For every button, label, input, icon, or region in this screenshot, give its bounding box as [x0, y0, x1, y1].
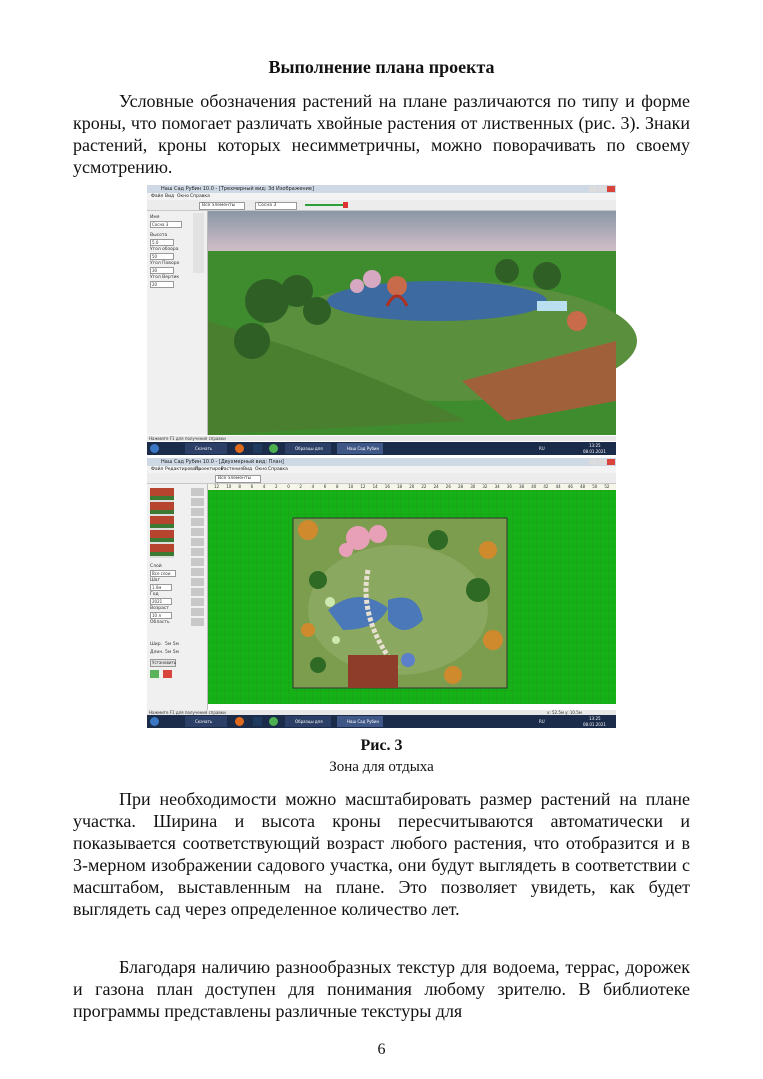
- taskbar-item-samples[interactable]: Образцы для: [285, 443, 331, 454]
- label-age: Возраст: [150, 606, 169, 611]
- menu-edit[interactable]: Редактировать: [165, 467, 201, 472]
- minimize-icon[interactable]: [589, 186, 597, 192]
- label-name: Имя: [150, 215, 160, 220]
- depth-value: 5м 5м: [165, 650, 179, 655]
- figure-caption-text: Зона для отдыха: [329, 759, 434, 775]
- maximize-icon[interactable]: [598, 459, 606, 465]
- ruler-tick-label: 32: [482, 484, 488, 489]
- tilt-field[interactable]: 20: [150, 281, 174, 288]
- ruler-tick-label: 36: [506, 484, 512, 489]
- page-number: 6: [377, 1041, 386, 1058]
- ruler-tick-label: 52: [604, 484, 610, 489]
- tray-language[interactable]: RU: [539, 446, 545, 451]
- menu-bar: [147, 193, 616, 200]
- chrome-icon[interactable]: [269, 717, 278, 726]
- label-angle: Угол обзора: [150, 247, 179, 252]
- section-heading: Выполнение плана проекта: [268, 57, 495, 77]
- ruler-tick-label: 10: [226, 484, 232, 489]
- ruler-tick-label: 48: [580, 484, 586, 489]
- menu-view[interactable]: Вид: [165, 194, 175, 199]
- firefox-icon[interactable]: [235, 717, 244, 726]
- menu-design[interactable]: Проектиров: [195, 467, 224, 472]
- label-width: Шир.: [150, 642, 163, 647]
- garden-3d-render: [207, 211, 616, 435]
- menu-window[interactable]: Окно: [255, 467, 267, 472]
- ruler-tick-label: 18: [397, 484, 403, 489]
- ruler-tick-label: 6: [250, 484, 254, 489]
- ruler-tick-label: 4: [311, 484, 315, 489]
- maximize-icon[interactable]: [598, 186, 606, 192]
- age-slider[interactable]: [305, 204, 345, 206]
- year-field[interactable]: 2021: [150, 598, 172, 605]
- properties-panel: [147, 211, 208, 435]
- close-icon[interactable]: [607, 459, 615, 465]
- status-bar: Нажмите F1 для получения справки x: 52.5м y: 10.5м: [147, 710, 616, 715]
- screenshot-2d-plan: [147, 458, 616, 735]
- toolbar: [147, 200, 616, 211]
- window-titlebar: [147, 185, 616, 193]
- firefox-icon[interactable]: [235, 444, 244, 453]
- ruler-tick-label: 2: [299, 484, 302, 489]
- toolbar: [147, 473, 616, 484]
- paragraph-2: При необходимости можно масштабировать размер растений на плане участка. Ширина и высота кроны пересчитываются автоматически и показывается соответствующий возраст любого растения, что отобразится и в 3-мерном изображении садового участка, они будут выглядеть в соответствии с масштабом, выставленным на плане. Это позволяет увидеть, как будет выглядеть сад через определенное количество лет.: [73, 789, 690, 919]
- menu-plants[interactable]: Растения: [221, 467, 243, 472]
- window-title: Наш Сад Рубин 10.0 - [Двухмерный вид: План]: [161, 459, 284, 465]
- tray-time: 13:25: [589, 716, 601, 721]
- age-field[interactable]: 10 л: [150, 612, 172, 619]
- ruler-tick-label: 30: [470, 484, 476, 489]
- window-titlebar: [147, 458, 616, 466]
- minimize-icon[interactable]: [589, 459, 597, 465]
- ruler-tick-label: 42: [543, 484, 549, 489]
- ruler-tick-label: 10: [348, 484, 354, 489]
- ruler-tick-label: 8: [336, 484, 339, 489]
- taskbar-item-downloads[interactable]: Скачать: [185, 716, 227, 727]
- label-year: Год: [150, 592, 159, 597]
- tray-language[interactable]: RU: [539, 719, 545, 724]
- tray-date: 08.01.2021: [583, 449, 606, 454]
- cursor-coordinates: x: 52.5м y: 10.5м: [547, 710, 582, 715]
- menu-file[interactable]: Файл: [151, 194, 164, 199]
- ruler-tick-label: 16: [384, 484, 390, 489]
- garden-plan: [208, 490, 616, 704]
- name-field[interactable]: Сосна 3: [150, 221, 182, 228]
- ruler-tick-label: 24: [433, 484, 439, 489]
- side-tool-strip: [193, 213, 204, 273]
- tray-time: 13:25: [589, 443, 601, 448]
- menu-bar: [147, 466, 616, 473]
- label-height: Высота: [150, 233, 168, 238]
- ruler-tick-label: 4: [262, 484, 266, 489]
- drawing-tools-strip[interactable]: [191, 488, 204, 628]
- ruler-tick-label: 28: [458, 484, 464, 489]
- menu-file[interactable]: Файл: [151, 467, 164, 472]
- menu-view[interactable]: Вид: [243, 467, 253, 472]
- tray-date: 08.01.2021: [583, 722, 606, 727]
- label-area: Область: [150, 620, 170, 625]
- plant-select-dropdown[interactable]: Сосна 3: [255, 202, 297, 210]
- ruler-tick-label: 34: [494, 484, 500, 489]
- ruler-tick-label: 46: [567, 484, 573, 489]
- set-button[interactable]: Установить: [152, 660, 177, 665]
- taskbar: [147, 715, 616, 735]
- window-title: Наш Сад Рубин 10.0 - [Трехмерный вид: 3d Изображение]: [161, 186, 314, 192]
- paragraph-3: Благодаря наличию разнообразных текстур для водоема, террас, дорожек и газона план доступен для понимания любому зрителю. В библиотеке программы представлены различные текстуры для: [73, 957, 690, 1021]
- turn-field[interactable]: 30: [150, 267, 174, 274]
- ruler-tick-label: 44: [555, 484, 561, 489]
- taskbar-item-downloads[interactable]: Скачать: [185, 443, 227, 454]
- taskbar-item-nash-sad[interactable]: Наш Сад Рубин: [337, 443, 383, 454]
- width-value: 5м 5м: [165, 642, 179, 647]
- label-turn: Угол Поворо: [150, 261, 180, 266]
- ruler-tick-label: 40: [531, 484, 537, 489]
- paragraph-1: Условные обозначения растений на плане различаются по типу и форме кроны, что помогает различать хвойные растения от лиственных (рис. 3). Знаки растений, кроны которых несимметричны, можно поворачивать по своему усмотрению.: [73, 91, 690, 177]
- figure-caption-title: Рис. 3: [360, 737, 403, 754]
- ruler-tick-label: 50: [592, 484, 598, 489]
- ruler-tick-label: 0: [287, 484, 290, 489]
- ruler-tick-label: 12: [214, 484, 220, 489]
- ruler-tick-label: 8: [238, 484, 241, 489]
- tools-panel: [147, 484, 208, 714]
- menu-window[interactable]: Окно: [177, 194, 189, 199]
- ruler-tick-label: 2: [275, 484, 278, 489]
- ruler-tick-label: 38: [519, 484, 525, 489]
- label-layer: Слой: [150, 564, 162, 569]
- status-bar: Нажмите F1 для получения справки: [147, 436, 616, 441]
- ruler-tick-label: 26: [445, 484, 451, 489]
- slider-handle[interactable]: [343, 202, 348, 208]
- delete-icon[interactable]: [163, 670, 172, 678]
- label-step: Шаг: [150, 578, 160, 583]
- element-filter-dropdown[interactable]: Все элементы: [215, 475, 261, 483]
- menu-help[interactable]: Справка: [190, 194, 210, 199]
- angle-field[interactable]: 50: [150, 253, 174, 260]
- chrome-icon[interactable]: [269, 444, 278, 453]
- height-field[interactable]: 5.0: [150, 239, 174, 246]
- ruler-tick-label: 12: [360, 484, 366, 489]
- taskbar-item-samples[interactable]: Образцы для РМ...: [285, 716, 331, 727]
- element-filter-dropdown[interactable]: Все элементы: [199, 202, 245, 210]
- ruler-tick-label: 14: [372, 484, 378, 489]
- label-tilt: Угол Вертик: [150, 275, 180, 280]
- screenshot-3d-view: [147, 185, 616, 455]
- step-field[interactable]: 1.0м: [150, 584, 172, 591]
- start-icon[interactable]: [150, 717, 159, 726]
- layer-select[interactable]: Все слои: [150, 570, 176, 577]
- ruler-tick-label: 20: [409, 484, 415, 489]
- taskbar-item-nash-sad[interactable]: Наш Сад Рубин 10...: [337, 716, 383, 727]
- taskbar: [147, 442, 616, 455]
- photoshop-icon[interactable]: [253, 717, 262, 726]
- menu-help[interactable]: Справка: [268, 467, 288, 472]
- apply-icon[interactable]: [150, 670, 159, 678]
- photoshop-icon[interactable]: [253, 444, 262, 453]
- ruler-tick-label: 6: [323, 484, 327, 489]
- close-icon[interactable]: [607, 186, 615, 192]
- start-icon[interactable]: [150, 444, 159, 453]
- label-depth: Длин.: [150, 650, 164, 655]
- plant-library-grid[interactable]: [150, 488, 174, 558]
- ruler-tick-label: 22: [421, 484, 427, 489]
